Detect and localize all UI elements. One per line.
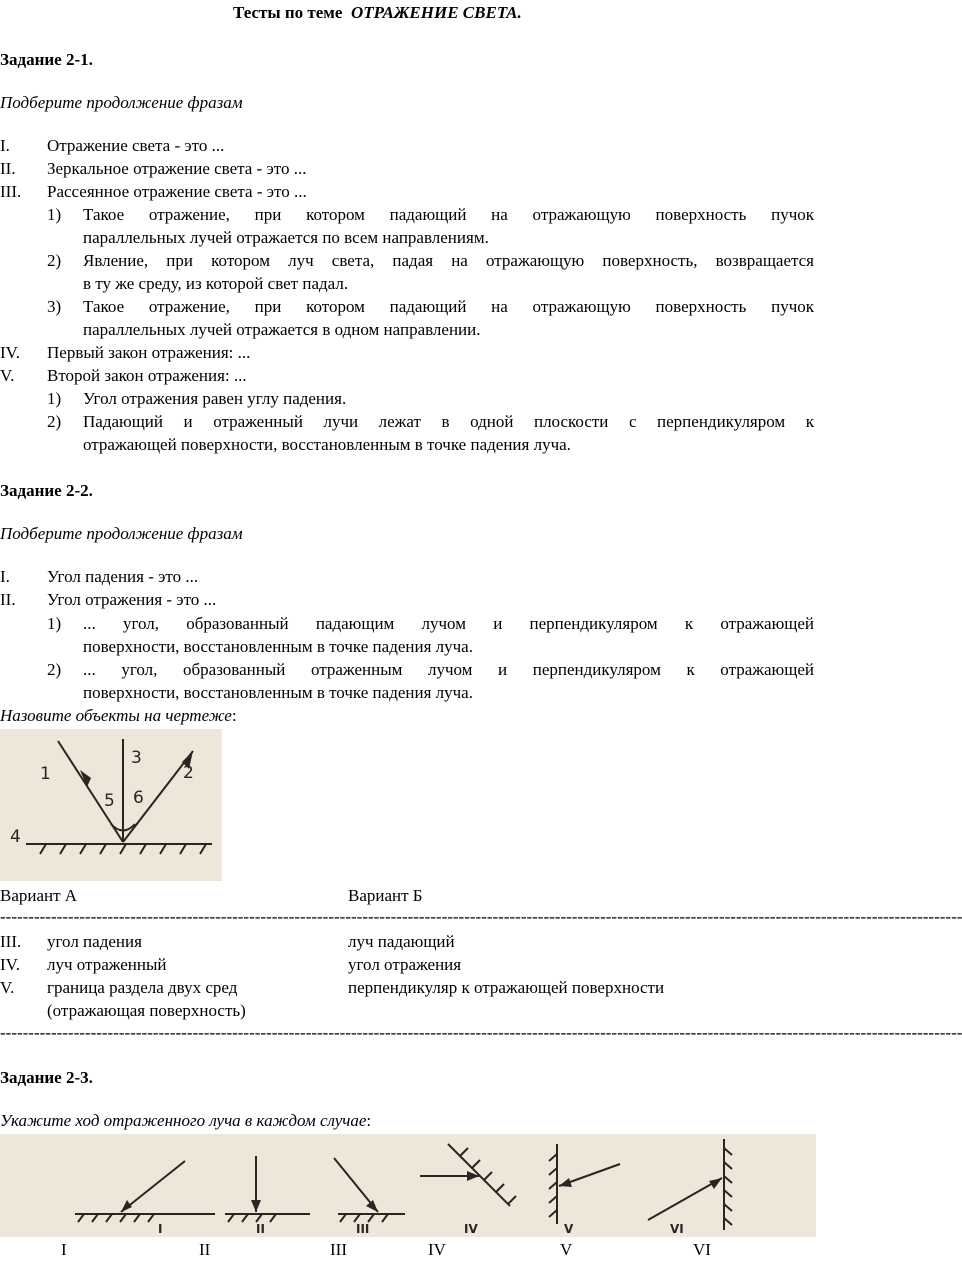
answer-line: в ту же среду, из которой свет падал. <box>83 274 349 293</box>
phrase-num: I. <box>0 567 10 586</box>
variant-b-cell: перпендикуляр к отражающей поверхности <box>348 978 665 997</box>
phrase-text: Первый закон отражения: ... <box>47 343 251 362</box>
label-6: 6 <box>133 788 144 808</box>
case-i-figure-label: I <box>158 1222 163 1236</box>
case-label: IV <box>428 1240 446 1259</box>
variant-a-title: Вариант А <box>0 886 78 905</box>
phrase-num: II. <box>0 159 16 178</box>
task-2-2-heading: Задание 2-2. <box>0 481 93 500</box>
variant-b-title: Вариант Б <box>348 886 423 905</box>
case-iv-figure-label: IV <box>464 1222 478 1236</box>
answer-num: 1) <box>47 614 62 633</box>
answer-line: ... угол, образованный отраженным лучом и перпендикуляром к отражающей <box>83 660 814 679</box>
label-1: 1 <box>40 764 51 784</box>
phrase-num: V. <box>0 366 15 385</box>
case-label: I <box>61 1240 67 1259</box>
figure-paper <box>0 1134 816 1237</box>
answer-line: Такое отражение, при котором падающий на отражающую поверхность пучок <box>83 297 814 316</box>
phrase-num: I. <box>0 136 10 155</box>
phrase-text: Второй закон отражения: ... <box>47 366 247 385</box>
phrase-text: Зеркальное отражение света - это ... <box>47 159 307 178</box>
task-2-3-instruction: Укажите ход отраженного луча в каждом случае: <box>0 1111 372 1130</box>
answer-line: Угол отражения равен углу падения. <box>83 389 347 408</box>
label-3: 3 <box>131 748 142 768</box>
label-4: 4 <box>10 827 21 847</box>
case-vi-figure-label: VI <box>670 1222 684 1236</box>
answer-num: 1) <box>47 205 62 224</box>
case-label: II <box>199 1240 211 1259</box>
label-5: 5 <box>104 791 115 811</box>
answer-num: 1) <box>47 389 62 408</box>
label-2: 2 <box>183 763 194 783</box>
variant-a-cell: угол падения <box>47 932 142 951</box>
answer-line: отражающей поверхности, восстановленным в точке падения луча. <box>83 435 571 454</box>
row-num: IV. <box>0 955 20 974</box>
answer-line: параллельных лучей отражается в одном направлении. <box>83 320 481 339</box>
reflection-diagram <box>0 729 222 881</box>
case-iii-figure-label: III <box>356 1222 370 1236</box>
phrase-num: II. <box>0 590 16 609</box>
answer-num: 2) <box>47 412 62 431</box>
answer-line: Такое отражение, при котором падающий на отражающую поверхность пучок <box>83 205 814 224</box>
task-2-3-heading: Задание 2-3. <box>0 1068 93 1087</box>
task-2-1-heading: Задание 2-1. <box>0 50 93 69</box>
figure-prompt: Назовите объекты на чертеже: <box>0 706 237 725</box>
dashed-divider-top: -------------------------------------------------------------------------------------------------------------------------------------------------------------------------- <box>0 907 962 926</box>
phrase-num: IV. <box>0 343 20 362</box>
answer-num: 2) <box>47 251 62 270</box>
phrase-text: Угол отражения - это ... <box>47 590 217 609</box>
phrase-text: Угол падения - это ... <box>47 567 199 586</box>
answer-line: поверхности, восстановленным в точке падения луча. <box>83 637 473 656</box>
answer-line: параллельных лучей отражается по всем направлениям. <box>83 228 489 247</box>
variant-b-cell: угол отражения <box>348 955 462 974</box>
phrase-text: Рассеянное отражение света - это ... <box>47 182 307 201</box>
answer-line: поверхности, восстановленным в точке падения луча. <box>83 683 473 702</box>
answer-num: 2) <box>47 660 62 679</box>
task-2-1-instruction: Подберите продолжение фразам <box>0 93 243 112</box>
dashed-divider-bottom: -------------------------------------------------------------------------------------------------------------------------------------------------------------------------- <box>0 1023 962 1042</box>
row-num: V. <box>0 978 15 997</box>
phrase-text: Отражение света - это ... <box>47 136 225 155</box>
answer-num: 3) <box>47 297 62 316</box>
variant-a-cell: луч отраженный <box>47 955 167 974</box>
case-ii-figure-label: II <box>256 1222 265 1236</box>
case-v-figure-label: V <box>564 1222 574 1236</box>
task-2-2-instruction: Подберите продолжение фразам <box>0 524 243 543</box>
case-label: III <box>330 1240 347 1259</box>
reflection-cases-figure <box>0 1134 816 1237</box>
phrase-num: III. <box>0 182 22 201</box>
page-title: Тесты по теме ОТРАЖЕНИЕ СВЕТА. <box>233 3 522 22</box>
row-num: III. <box>0 932 22 951</box>
case-label: V <box>560 1240 573 1259</box>
variant-b-cell: луч падающий <box>348 932 455 951</box>
answer-line: Падающий и отраженный лучи лежат в одной плоскости с перпендикуляром к <box>83 412 814 431</box>
variant-a-cell: граница раздела двух сред <box>47 978 238 997</box>
answer-line: Явление, при котором луч света, падая на отражающую поверхность, возвращается <box>83 251 814 270</box>
case-label: VI <box>693 1240 711 1259</box>
answer-line: ... угол, образованный падающим лучом и перпендикуляром к отражающей <box>83 614 814 633</box>
variant-a-cell-cont: (отражающая поверхность) <box>47 1001 246 1020</box>
